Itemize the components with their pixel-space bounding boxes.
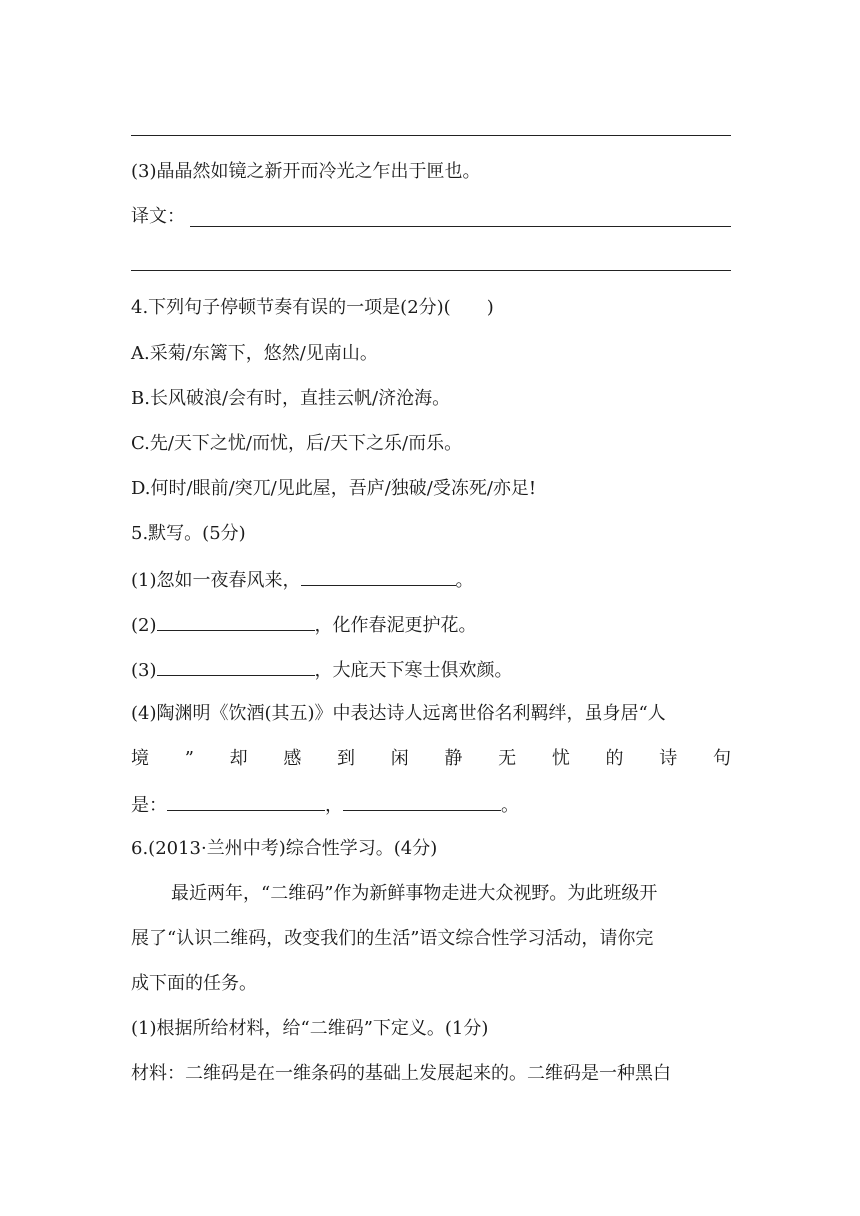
q5-item2-prefix: (2)	[131, 615, 157, 636]
q5-item4-line2-char: 感	[283, 748, 302, 769]
q6-sub1: (1)根据所给材料，给“二维码”下定义。(1分)	[131, 1018, 489, 1039]
q5-item4-line2-char: 句	[712, 748, 731, 769]
q5-item2-blank[interactable]	[157, 612, 315, 631]
q5-item4-blank-1[interactable]	[167, 792, 325, 811]
q5-item4-line2-char: 无	[498, 748, 517, 769]
q4-option-a: A.采菊/东篱下，悠然/见南山。	[131, 343, 378, 364]
q4-option-b: B.长风破浪/会有时，直挂云帆/济沧海。	[131, 388, 451, 409]
q5-item4-line3-suffix: 。	[501, 795, 519, 816]
q6-paragraph-line1: 最近两年，“二维码”作为新鲜事物走进大众视野。为此班级开	[171, 883, 658, 904]
q5-item1	[131, 567, 731, 593]
q5-item3-prefix: (3)	[131, 660, 157, 681]
q5-item3	[131, 657, 731, 683]
q5-item4-line2-char: 闲	[390, 748, 409, 769]
q5-item4-line2-char: 忧	[551, 748, 570, 769]
q5-item4-blank-2[interactable]	[343, 792, 501, 811]
q5-item4-line3	[131, 792, 731, 818]
q5-item4-line2-char: 却	[229, 748, 248, 769]
translation-answer-line[interactable]	[190, 226, 731, 227]
q5-item2	[131, 612, 731, 638]
q5-item4-line2-char: 诗	[659, 748, 678, 769]
q5-item4-line2-char: 静	[444, 748, 463, 769]
q3-item3-text: (3)晶晶然如镜之新开而冷光之乍出于匣也。	[131, 161, 481, 182]
q5-item4-line2-char: ”	[184, 748, 194, 769]
q5-item4-line3-comma: ，	[325, 795, 343, 816]
q5-item4-line2	[131, 747, 731, 771]
q5-item4-line1: (4)陶渊明《饮酒(其五)》中表达诗人远离世俗名利羁绊，虽身居“人	[131, 703, 666, 724]
q5-item1-suffix: 。	[455, 570, 474, 591]
q5-item4-line2-char: 到	[337, 748, 356, 769]
translation-label: 译文：	[131, 206, 185, 227]
q5-item4-line3-prefix: 是：	[131, 795, 167, 816]
q5-item1-prefix: (1)忽如一夜春风来，	[131, 570, 301, 591]
q5-item3-blank[interactable]	[157, 657, 315, 676]
q5-item3-suffix: ，大庇天下寒士俱欢颜。	[314, 660, 513, 681]
q4-option-d: D.何时/眼前/突兀/见此屋，吾庐/独破/受冻死/亦足!	[131, 478, 537, 499]
q6-paragraph-line2: 展了“认识二维码，改变我们的生活”语文综合性学习活动，请你完	[131, 928, 654, 949]
q5-item2-suffix: ，化作春泥更护花。	[314, 615, 477, 636]
q4-option-c: C.先/天下之忧/而忧，后/天下之乐/而乐。	[131, 433, 463, 454]
answer-line	[131, 135, 731, 136]
q4-stem: 4.下列句子停顿节奏有误的一项是(2分)( )	[131, 297, 494, 318]
q5-item1-blank[interactable]	[301, 567, 456, 586]
q6-material: 材料：二维码是在一维条码的基础上发展起来的。二维码是一种黑白	[131, 1063, 671, 1084]
q5-item4-line2-char: 的	[605, 748, 624, 769]
q6-paragraph-line3: 成下面的任务。	[131, 973, 257, 994]
translation-answer-line-2[interactable]	[131, 270, 731, 271]
q5-stem: 5.默写。(5分)	[131, 523, 246, 544]
q5-item4-line2-char: 境	[131, 748, 149, 769]
q6-stem: 6.(2013·兰州中考)综合性学习。(4分)	[131, 838, 438, 859]
